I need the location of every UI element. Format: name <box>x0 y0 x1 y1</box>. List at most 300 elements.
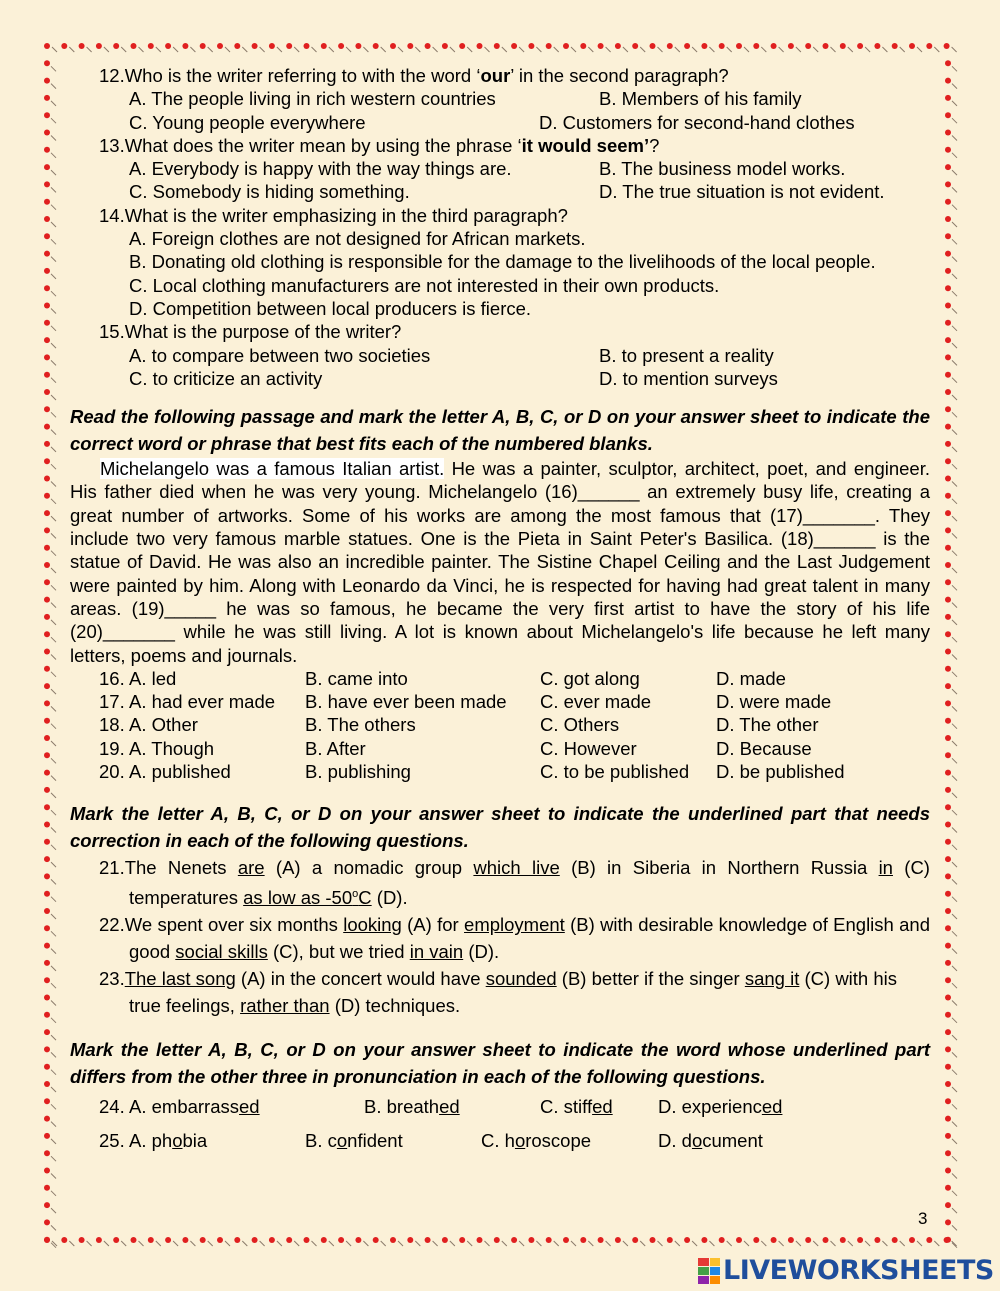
q15-option-a[interactable]: A. to compare between two societies <box>129 344 431 366</box>
border-tick <box>51 101 56 106</box>
border-dot <box>252 1237 258 1243</box>
border-dot <box>945 285 951 291</box>
border-dot <box>892 43 898 49</box>
border-tick <box>588 1241 593 1246</box>
border-tick <box>51 568 56 573</box>
border-dot <box>477 43 483 49</box>
cloze-19-c[interactable]: C. However <box>540 737 637 759</box>
border-tick <box>329 1241 334 1246</box>
border-tick <box>900 47 905 52</box>
q23-part-b[interactable]: sounded <box>485 968 557 990</box>
border-tick <box>51 360 56 365</box>
border-tick <box>727 1241 732 1246</box>
border-tick <box>865 1241 870 1246</box>
border-tick <box>260 1241 265 1246</box>
border-tick <box>208 47 213 52</box>
border-tick <box>952 620 957 625</box>
border-dot <box>44 406 50 412</box>
border-tick <box>139 47 144 52</box>
border-dot <box>44 1046 50 1052</box>
border-tick <box>121 47 126 52</box>
border-dot <box>44 181 50 187</box>
border-dot <box>442 43 448 49</box>
border-tick <box>502 1241 507 1246</box>
border-tick <box>952 706 957 711</box>
border-dot <box>563 43 569 49</box>
border-tick <box>952 845 957 850</box>
border-dot <box>44 1237 50 1243</box>
cloze-16-b[interactable]: B. came into <box>305 667 408 689</box>
q25-option-a[interactable]: A. phobia <box>129 1130 208 1152</box>
q21-part-b[interactable]: which live <box>473 857 560 879</box>
border-dot <box>44 770 50 776</box>
border-tick <box>952 966 957 971</box>
border-dot <box>44 908 50 914</box>
border-tick <box>952 931 957 936</box>
q24-option-d[interactable]: D. experienced <box>658 1096 783 1118</box>
border-dot <box>44 649 50 655</box>
border-tick <box>952 1241 957 1246</box>
border-tick <box>658 1241 663 1246</box>
border-tick <box>952 1156 957 1161</box>
cloze-20-a[interactable]: A. published <box>129 761 231 783</box>
border-tick <box>51 758 56 763</box>
q14-option-a[interactable]: A. Foreign clothes are not designed for African markets. <box>129 228 586 250</box>
border-dot <box>945 251 951 257</box>
border-tick <box>104 47 109 52</box>
q22-part-c[interactable]: social skills <box>175 941 268 963</box>
border-tick <box>952 482 957 487</box>
q15-option-c[interactable]: C. to criticize an activity <box>129 367 323 389</box>
border-dot <box>945 1133 951 1139</box>
border-dot <box>44 441 50 447</box>
border-tick <box>51 1156 56 1161</box>
border-tick <box>640 47 645 52</box>
border-dot <box>945 95 951 101</box>
border-dot <box>304 1237 310 1243</box>
border-dot <box>615 1237 621 1243</box>
border-tick <box>242 1241 247 1246</box>
border-dot <box>44 424 50 430</box>
border-dot <box>494 43 500 49</box>
border-dot <box>945 510 951 516</box>
border-tick <box>709 1241 714 1246</box>
border-tick <box>952 1174 957 1179</box>
q24-option-a[interactable]: A. embarrassed <box>129 1096 260 1118</box>
border-tick <box>51 741 56 746</box>
border-tick <box>242 47 247 52</box>
question-12-options-cd <box>129 111 930 134</box>
border-dot <box>701 43 707 49</box>
border-dot <box>945 960 951 966</box>
border-dot <box>355 1237 361 1243</box>
border-dot <box>44 1185 50 1191</box>
border-dot <box>945 493 951 499</box>
cloze-20-d[interactable]: D. be published <box>716 761 845 783</box>
border-dot <box>701 1237 707 1243</box>
border-tick <box>294 1241 299 1246</box>
border-tick <box>952 84 957 89</box>
border-dot <box>44 735 50 741</box>
border-dot <box>44 891 50 897</box>
border-tick <box>952 47 957 52</box>
border-dot <box>44 1012 50 1018</box>
border-dot <box>44 1202 50 1208</box>
q23-part-d[interactable]: rather than <box>240 995 330 1017</box>
border-dot <box>771 43 777 49</box>
border-tick <box>952 862 957 867</box>
border-tick <box>623 47 628 52</box>
border-tick <box>934 1241 939 1246</box>
border-tick <box>51 533 56 538</box>
border-dot <box>44 320 50 326</box>
border-tick <box>952 1087 957 1092</box>
cloze-18-a[interactable]: A. Other <box>129 714 198 736</box>
border-tick <box>952 672 957 677</box>
border-tick <box>51 585 56 590</box>
cloze-19-d[interactable]: D. Because <box>716 737 812 759</box>
border-dot <box>44 303 50 309</box>
border-dot <box>945 1150 951 1156</box>
border-dot <box>945 614 951 620</box>
q22-part-a[interactable]: looking <box>343 914 402 936</box>
border-tick <box>952 118 957 123</box>
q24-option-c[interactable]: C. stiffed <box>540 1096 613 1118</box>
border-dot <box>304 43 310 49</box>
border-tick <box>433 47 438 52</box>
border-tick <box>52 47 57 52</box>
q14-option-d[interactable]: D. Competition between local producers is fierce. <box>129 297 532 319</box>
q12-option-b[interactable]: B. Members of his family <box>599 88 802 110</box>
border-tick <box>952 1070 957 1075</box>
border-dot <box>269 43 275 49</box>
border-tick <box>156 1241 161 1246</box>
border-tick <box>51 914 56 919</box>
border-tick <box>709 47 714 52</box>
border-tick <box>952 1052 957 1057</box>
q21-part-a[interactable]: are <box>237 857 265 879</box>
question-23: 23.The last song (A) in the concert would have sounded (B) better if the singer sang it (C) with his true feelings, rather than (D) techniques. <box>99 968 898 1017</box>
cloze-17-d[interactable]: D. were made <box>716 691 832 713</box>
border-tick <box>51 205 56 210</box>
cloze-16-d[interactable]: D. made <box>716 667 786 689</box>
q15-option-b[interactable]: B. to present a reality <box>599 344 774 366</box>
border-tick <box>121 1241 126 1246</box>
border-tick <box>51 274 56 279</box>
q22-part-d[interactable]: in vain <box>409 941 464 963</box>
border-tick <box>519 47 524 52</box>
border-tick <box>952 430 957 435</box>
border-dot <box>945 268 951 274</box>
border-dot <box>44 372 50 378</box>
border-dot <box>945 856 951 862</box>
q13-option-b[interactable]: B. The business model works. <box>599 158 846 180</box>
border-dot <box>494 1237 500 1243</box>
cloze-19-b[interactable]: B. After <box>305 737 366 759</box>
q25-option-d[interactable]: D. document <box>658 1130 763 1152</box>
border-dot <box>632 43 638 49</box>
border-dot <box>442 1237 448 1243</box>
border-tick <box>952 464 957 469</box>
border-dot <box>945 1012 951 1018</box>
border-dot <box>580 43 586 49</box>
cloze-row-17: 17. A. had ever made B. have ever been made C. ever made D. were made <box>99 691 832 713</box>
cloze-row-20: 20. A. published B. publishing C. to be published D. be published <box>99 761 845 783</box>
border-dot <box>44 130 50 136</box>
border-dot <box>719 43 725 49</box>
border-dot <box>44 1219 50 1225</box>
border-tick <box>952 343 957 348</box>
border-dot <box>945 649 951 655</box>
border-dot <box>61 43 67 49</box>
border-tick <box>952 1018 957 1023</box>
border-tick <box>398 47 403 52</box>
border-dot <box>546 43 552 49</box>
border-tick <box>952 187 957 192</box>
cloze-17-c[interactable]: C. ever made <box>540 691 652 713</box>
instruction-cloze: Read the following passage and mark the letter A, B, C, or D on your answer sheet to indicate the correct word or phrase that best fits each of the numbered blanks. <box>70 406 930 454</box>
border-tick <box>952 741 957 746</box>
q22-part-b[interactable]: employment <box>464 914 565 936</box>
border-dot <box>44 700 50 706</box>
border-tick <box>623 1241 628 1246</box>
passage-first-sentence: Michelangelo was a famous Italian artist. <box>100 458 445 480</box>
q13-option-a[interactable]: A. Everybody is happy with the way things are. <box>129 158 512 180</box>
border-tick <box>952 360 957 365</box>
border-tick <box>156 47 161 52</box>
border-tick <box>952 1191 957 1196</box>
q23-part-a[interactable]: The last song <box>124 968 236 990</box>
q13-option-c[interactable]: C. Somebody is hiding something. <box>129 181 410 203</box>
border-tick <box>467 1241 472 1246</box>
border-tick <box>51 499 56 504</box>
q14-option-b[interactable]: B. Donating old clothing is responsible for the damage to the livelihoods of the local people. <box>129 251 876 273</box>
border-dot <box>945 977 951 983</box>
border-tick <box>51 482 56 487</box>
border-dot <box>945 320 951 326</box>
liveworksheets-logo[interactable] <box>698 1255 994 1286</box>
border-dot <box>926 43 932 49</box>
border-dot <box>857 43 863 49</box>
cloze-17-a[interactable]: A. had ever made <box>129 691 276 713</box>
q21-part-d[interactable]: as low as -50$^o$C <box>243 887 372 909</box>
border-dot <box>511 1237 517 1243</box>
border-tick <box>87 47 92 52</box>
border-tick <box>398 1241 403 1246</box>
border-tick <box>952 395 957 400</box>
border-dot <box>719 1237 725 1243</box>
border-tick <box>519 1241 524 1246</box>
border-dot <box>945 1219 951 1225</box>
q12-option-c[interactable]: C. Young people everywhere <box>129 111 366 133</box>
border-tick <box>51 430 56 435</box>
border-dot <box>217 1237 223 1243</box>
q14-option-c[interactable]: C. Local clothing manufacturers are not interested in their own products. <box>129 274 720 296</box>
border-tick <box>606 47 611 52</box>
border-dot <box>840 1237 846 1243</box>
border-dot <box>650 1237 656 1243</box>
border-dot <box>113 1237 119 1243</box>
border-dot <box>217 43 223 49</box>
border-tick <box>744 1241 749 1246</box>
q24-option-b[interactable]: B. breathed <box>364 1096 460 1118</box>
border-tick <box>796 1241 801 1246</box>
border-tick <box>51 1001 56 1006</box>
border-tick <box>190 47 195 52</box>
liveworksheets-logo-icon <box>698 1258 720 1284</box>
border-dot <box>44 1064 50 1070</box>
border-tick <box>173 47 178 52</box>
question-21: 21.The Nenets are (A) a nomadic group which live (B) in Siberia in Northern Russia in (C) temperatures as low as -50$^o$C (D). <box>99 857 930 909</box>
border-dot <box>874 1237 880 1243</box>
q25-option-c[interactable]: C. horoscope <box>481 1130 592 1152</box>
border-tick <box>104 1241 109 1246</box>
border-tick <box>952 274 957 279</box>
border-dot <box>528 1237 534 1243</box>
border-tick <box>51 966 56 971</box>
border-dot <box>44 389 50 395</box>
border-tick <box>952 914 957 919</box>
border-dot <box>598 1237 604 1243</box>
border-tick <box>952 603 957 608</box>
cloze-18-c[interactable]: C. Others <box>540 714 620 736</box>
border-tick <box>363 47 368 52</box>
cloze-17-b[interactable]: B. have ever been made <box>305 691 507 713</box>
border-dot <box>909 43 915 49</box>
border-tick <box>51 291 56 296</box>
border-tick <box>450 1241 455 1246</box>
border-dot <box>945 683 951 689</box>
passage-body: He was a painter, sculptor, architect, poet, and engineer. His father died when he was very young. Michelangelo (16)______ an extremely busy life, creating a great number of artworks. Some of his works are among the most famous that (17)_______. They include two very famous marble statues. One is the Pieta in Saint Peter's Basilica. (18)______ is the statue of David. He was also an incredible painter. The Sistine Chapel Ceiling and the Last Judgement were painted by him. Along with Leonardo da Vinci, he is respected for having had great talent in many areas. (19)_____ he was so famous, he became the very first artist to have the story of his life (20)_______ while he was still living. A lot is known about Michelangelo's life because he left many letters, poems and journals. <box>70 458 930 666</box>
border-tick <box>225 47 230 52</box>
cloze-19-a[interactable]: A. Though <box>129 737 215 759</box>
q12-option-d[interactable]: D. Customers for second-hand clothes <box>539 111 855 133</box>
border-tick <box>952 828 957 833</box>
border-dot <box>945 995 951 1001</box>
cloze-20-b[interactable]: B. publishing <box>305 761 411 783</box>
border-dot <box>945 441 951 447</box>
border-tick <box>952 326 957 331</box>
border-dot <box>79 1237 85 1243</box>
border-tick <box>51 983 56 988</box>
border-tick <box>502 47 507 52</box>
border-tick <box>952 983 957 988</box>
question-13-stem: 13.What does the writer mean by using the phrase ‘it would seem’? <box>99 134 660 156</box>
border-dot <box>650 43 656 49</box>
question-12-stem: 12.Who is the writer referring to with the word ‘our’ in the second paragraph? <box>99 65 729 86</box>
border-dot <box>200 1237 206 1243</box>
q15-option-d[interactable]: D. to mention surveys <box>599 367 778 389</box>
border-tick <box>51 1225 56 1230</box>
border-dot <box>338 1237 344 1243</box>
border-tick <box>51 828 56 833</box>
border-tick <box>415 47 420 52</box>
border-dot <box>44 943 50 949</box>
cloze-16-c[interactable]: C. got along <box>540 667 640 689</box>
border-dot <box>892 1237 898 1243</box>
border-tick <box>952 205 957 210</box>
border-dot <box>44 527 50 533</box>
border-tick <box>51 793 56 798</box>
border-dot <box>945 873 951 879</box>
border-tick <box>952 309 957 314</box>
border-tick <box>761 47 766 52</box>
border-dot <box>945 389 951 395</box>
border-dot <box>944 1237 950 1243</box>
border-dot <box>945 666 951 672</box>
question-13-options-ab <box>129 157 930 180</box>
page-number: 3 <box>918 1209 928 1228</box>
border-dot <box>44 597 50 603</box>
border-tick <box>260 47 265 52</box>
q23-part-c[interactable]: sang it <box>744 968 800 990</box>
border-tick <box>51 326 56 331</box>
border-tick <box>692 1241 697 1246</box>
instruction-pronunciation: Mark the letter A, B, C, or D on your answer sheet to indicate the word whose underlined part differs from the other three in pronunciation in each of the following questions. <box>70 1039 930 1087</box>
border-dot <box>44 493 50 499</box>
border-dot <box>563 1237 569 1243</box>
border-dot <box>44 683 50 689</box>
border-tick <box>952 516 957 521</box>
border-dot <box>44 285 50 291</box>
border-tick <box>51 1174 56 1179</box>
border-tick <box>952 412 957 417</box>
border-dot <box>286 1237 292 1243</box>
border-dot <box>598 43 604 49</box>
border-tick <box>51 239 56 244</box>
q13-option-d[interactable]: D. The true situation is not evident. <box>599 181 885 203</box>
border-dot <box>234 43 240 49</box>
border-dot <box>945 631 951 637</box>
q12-option-a[interactable]: A. The people living in rich western countries <box>129 88 496 110</box>
q25-option-b[interactable]: B. confident <box>305 1130 403 1152</box>
border-dot <box>945 424 951 430</box>
border-tick <box>952 153 957 158</box>
border-tick <box>952 810 957 815</box>
border-dot <box>44 804 50 810</box>
border-dot <box>44 251 50 257</box>
cloze-18-b[interactable]: B. The others <box>305 714 416 736</box>
border-dot <box>425 1237 431 1243</box>
border-dot <box>945 1029 951 1035</box>
border-dot <box>788 43 794 49</box>
q21-part-c[interactable]: in <box>878 857 893 879</box>
border-dot <box>580 1237 586 1243</box>
border-dot <box>44 216 50 222</box>
border-dot <box>945 597 951 603</box>
border-dot <box>667 1237 673 1243</box>
border-dot <box>945 545 951 551</box>
border-dot <box>945 804 951 810</box>
border-tick <box>952 1001 957 1006</box>
cloze-20-c[interactable]: C. to be published <box>540 761 690 783</box>
border-dot <box>44 1029 50 1035</box>
border-dot <box>945 943 951 949</box>
border-tick <box>882 47 887 52</box>
border-dot <box>684 43 690 49</box>
border-dot <box>736 43 742 49</box>
border-dot <box>945 770 951 776</box>
border-tick <box>51 810 56 815</box>
border-dot <box>945 562 951 568</box>
border-dot <box>753 43 759 49</box>
border-tick <box>952 239 957 244</box>
border-dot <box>79 43 85 49</box>
cloze-18-d[interactable]: D. The other <box>716 714 819 736</box>
border-dot <box>44 977 50 983</box>
cloze-16-a[interactable]: A. led <box>129 667 177 689</box>
border-tick <box>571 47 576 52</box>
